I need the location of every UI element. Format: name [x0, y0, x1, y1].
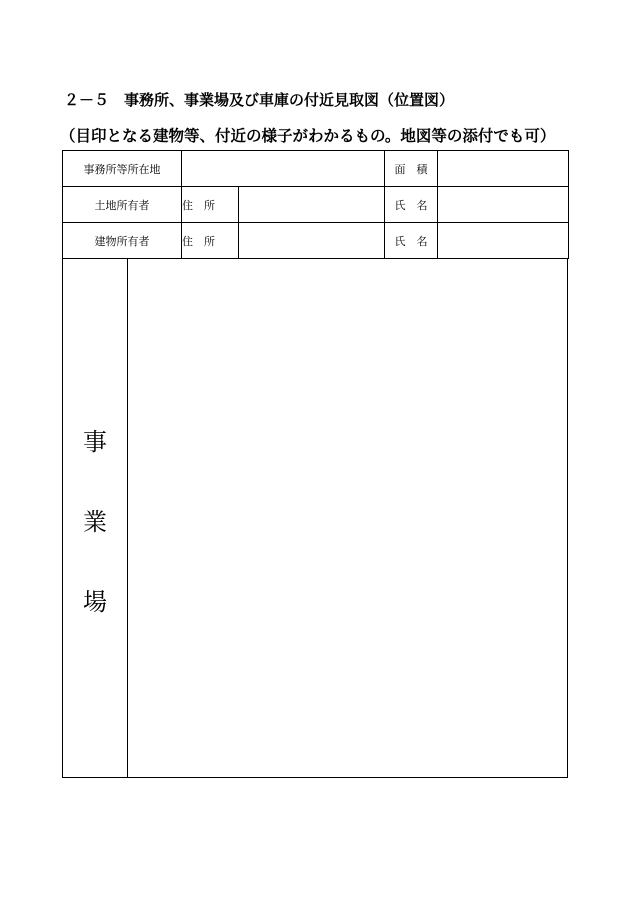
- table-row: [63, 151, 569, 187]
- vertical-label-char: 事: [83, 428, 107, 456]
- owner-info-table: [62, 150, 569, 259]
- vertical-label-column: [63, 258, 128, 777]
- area-label: 面 積: [385, 151, 438, 187]
- land-owner-name-field[interactable]: [438, 187, 569, 223]
- map-drawing-area[interactable]: [128, 258, 567, 777]
- vertical-label-char: 場: [83, 588, 107, 616]
- land-owner-name-label: 氏 名: [385, 187, 438, 223]
- vertical-label-char: 業: [83, 508, 107, 536]
- sketch-map-box: [62, 258, 568, 778]
- building-owner-name-field[interactable]: [438, 223, 569, 259]
- table-row: [63, 187, 569, 223]
- office-location-field[interactable]: [182, 151, 385, 187]
- section-heading: ２－５ 事務所、事業場及び車庫の付近見取図（位置図）: [64, 91, 455, 109]
- building-owner-address-field[interactable]: [239, 223, 385, 259]
- building-owner-label: 建物所有者: [63, 223, 182, 259]
- office-location-label: 事務所等所在地: [63, 151, 182, 187]
- section-subheading: （目印となる建物等、付近の様子がわかるもの。地図等の添付でも可）: [60, 127, 556, 145]
- building-owner-address-label: 住 所: [182, 223, 239, 259]
- building-owner-name-label: 氏 名: [385, 223, 438, 259]
- area-field[interactable]: [438, 151, 569, 187]
- land-owner-address-label: 住 所: [182, 187, 239, 223]
- land-owner-label: 土地所有者: [63, 187, 182, 223]
- table-row: [63, 223, 569, 259]
- land-owner-address-field[interactable]: [239, 187, 385, 223]
